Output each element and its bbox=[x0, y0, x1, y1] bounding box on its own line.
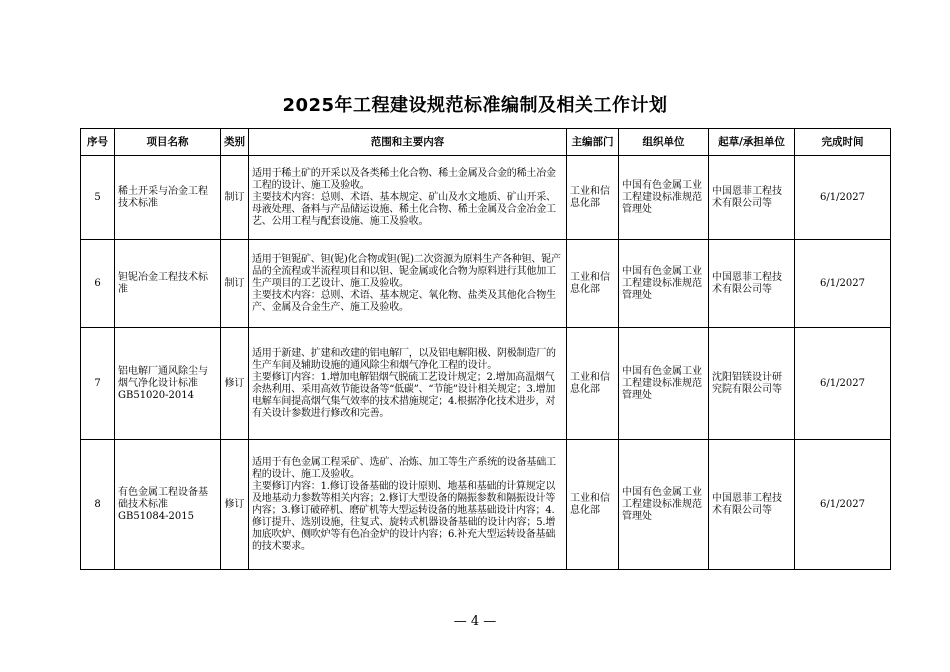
cell-drafter: 中国恩菲工程技术有限公司等 bbox=[709, 156, 795, 240]
header-dept: 主编部门 bbox=[567, 129, 619, 156]
cell-dept: 工业和信息化部 bbox=[567, 328, 619, 440]
cell-no: 7 bbox=[81, 328, 115, 440]
cell-drafter: 中国恩菲工程技术有限公司等 bbox=[709, 440, 795, 570]
cell-org: 中国有色金属工业工程建设标准规范管理处 bbox=[619, 328, 709, 440]
cell-type: 修订 bbox=[221, 328, 249, 440]
cell-drafter: 沈阳铝镁设计研究院有限公司等 bbox=[709, 328, 795, 440]
cell-name: 有色金属工程设备基础技术标准GB51084-2015 bbox=[115, 440, 221, 570]
header-time: 完成时间 bbox=[795, 129, 891, 156]
cell-scope: 适用于稀土矿的开采以及各类稀土化合物、稀土金属及合金的稀土冶金工程的设计、施工及验收。 主要技术内容：总则、术语、基本规定、矿山及水文地质、矿山开采、母液处理、备料与产品储运设施、稀土化合物、稀土金属及合金冶金工艺、公用工程与配套设施、施工及验收。 bbox=[249, 156, 567, 240]
table-row bbox=[81, 156, 891, 240]
cell-name: 铝电解厂通风除尘与烟气净化设计标准GB51020-2014 bbox=[115, 328, 221, 440]
cell-type: 修订 bbox=[221, 440, 249, 570]
cell-org: 中国有色金属工业工程建设标准规范管理处 bbox=[619, 156, 709, 240]
cell-drafter: 中国恩菲工程技术有限公司等 bbox=[709, 240, 795, 328]
cell-type: 制订 bbox=[221, 240, 249, 328]
cell-no: 6 bbox=[81, 240, 115, 328]
cell-time: 6/1/2027 bbox=[795, 328, 891, 440]
header-no: 序号 bbox=[81, 129, 115, 156]
table-header-row bbox=[81, 129, 891, 156]
page-number: — 4 — bbox=[453, 614, 497, 629]
table-row bbox=[81, 328, 891, 440]
cell-org: 中国有色金属工业工程建设标准规范管理处 bbox=[619, 440, 709, 570]
table-row bbox=[81, 440, 891, 570]
header-scope: 范围和主要内容 bbox=[249, 129, 567, 156]
header-drafter: 起草/承担单位 bbox=[709, 129, 795, 156]
cell-scope: 适用于有色金属工程采矿、选矿、冶炼、加工等生产系统的设备基础工程的设计、施工及验收。 主要修订内容：1.修订设备基础的设计原则、地基和基础的计算规定以及地基动力参数等相关内容；2.修订大型设备的隔振参数和隔振设计等内容；3.修订破碎机、磨矿机等大型运转设备的地基基础设计内容；4.修订提升、选别设施，往复式、旋转式机器设备基础的设计内容；5.增加底吹炉、侧吹炉等有色冶金炉的设计内容；6.补充大型运转设备基础的技术要求。 bbox=[249, 440, 567, 570]
header-org: 组织单位 bbox=[619, 129, 709, 156]
cell-time: 6/1/2027 bbox=[795, 240, 891, 328]
cell-dept: 工业和信息化部 bbox=[567, 156, 619, 240]
cell-time: 6/1/2027 bbox=[795, 440, 891, 570]
cell-org: 中国有色金属工业工程建设标准规范管理处 bbox=[619, 240, 709, 328]
cell-no: 8 bbox=[81, 440, 115, 570]
cell-scope: 适用于钽铌矿、钽(铌)化合物或钽(铌)二次资源为原料生产各种钽、铌产品的全流程或半流程项目和以钽、铌金属或化合物为原料进行其他加工生产项目的工艺设计、施工及验收。 主要技术内容：总则、术语、基本规定、氧化物、盐类及其他化合物生产、金属及合金生产、施工及验收。 bbox=[249, 240, 567, 328]
cell-time: 6/1/2027 bbox=[795, 156, 891, 240]
cell-name: 钽铌冶金工程技术标准 bbox=[115, 240, 221, 328]
cell-dept: 工业和信息化部 bbox=[567, 240, 619, 328]
header-name: 项目名称 bbox=[115, 129, 221, 156]
cell-type: 制订 bbox=[221, 156, 249, 240]
cell-name: 稀土开采与冶金工程技术标准 bbox=[115, 156, 221, 240]
table-row bbox=[81, 240, 891, 328]
plan-table bbox=[80, 128, 891, 570]
cell-scope: 适用于新建、扩建和改建的铝电解厂，以及铝电解阳极、阴极制造厂的生产车间及辅助设施的通风除尘和烟气净化工程的设计。 主要修订内容：1.增加电解铝烟气脱硫工艺设计规定；2.增加高温烟气余热利用、采用高效节能设备等“低碳”、“节能”设计相关规定；3.增加电解车间提高烟气集气效率的技术措施规定；4.根据净化技术进步，对有关设计参数进行修改和完善。 bbox=[249, 328, 567, 440]
cell-no: 5 bbox=[81, 156, 115, 240]
page-title: 2025年工程建设规范标准编制及相关工作计划 bbox=[282, 95, 668, 116]
header-type: 类别 bbox=[221, 129, 249, 156]
cell-dept: 工业和信息化部 bbox=[567, 440, 619, 570]
